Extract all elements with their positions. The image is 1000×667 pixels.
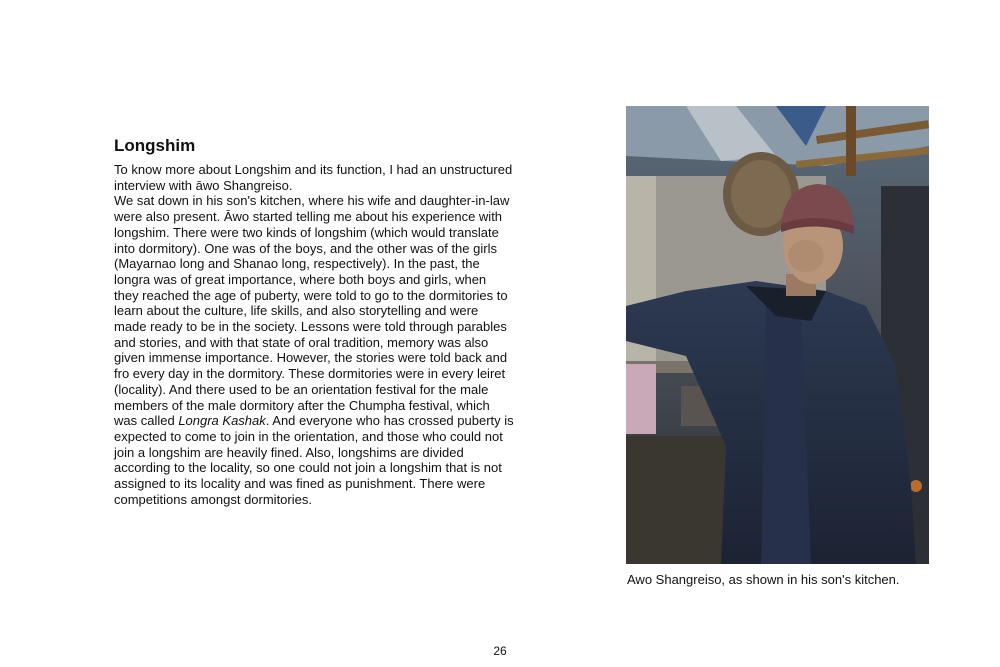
page-number: 26 [493,644,507,658]
body-text [114,162,514,507]
photo-illustration [626,106,929,564]
main-paragraph [114,193,514,507]
section-heading: Longshim [114,136,196,155]
paragraph-text-part-1: We sat down in his son's kitchen, where his wife and daughter-in-law were also present. Āwo started telling me about his experience with longshim. There were two kinds of longshim (which would translate into dormitory). One was of the boys, and the other was of the girls (Mayarnao long and Shanao long, respectively). In the past, the longra was of great importance, where both boys and girls, when they reached the age of puberty, were told to go to the dormitories to learn about the culture, life skills, and also storytelling and were made ready to be in the society. Lessons were told through parables and stories, and with that state of oral tradition, memory was also given immense importance. However, the stories were told back and fro every day in the dormitory. These dormitories were in every leiret (locality). And there used to be an orientation festival for the male members of the male dormitory after the Chumpha festival, which was called [114,193,510,429]
photo-caption: Awo Shangreiso, as shown in his son's kitchen. [627,572,900,587]
portrait-photo [626,106,929,564]
intro-paragraph: To know more about Longshim and its function, I had an unstructured interview with āwo Shangreiso. [114,162,513,193]
festival-term: Longra Kashak [178,413,266,429]
paragraph-text-part-2: . And everyone who has crossed puberty is expected to come to join in the orientation, and those who could not join a longshim are heavily fined. Also, longshims are divided according to the locality, so one could not join a longshim that is not assigned to its locality and was fined as punishment. There were competitions amongst dormitories. [114,413,514,507]
